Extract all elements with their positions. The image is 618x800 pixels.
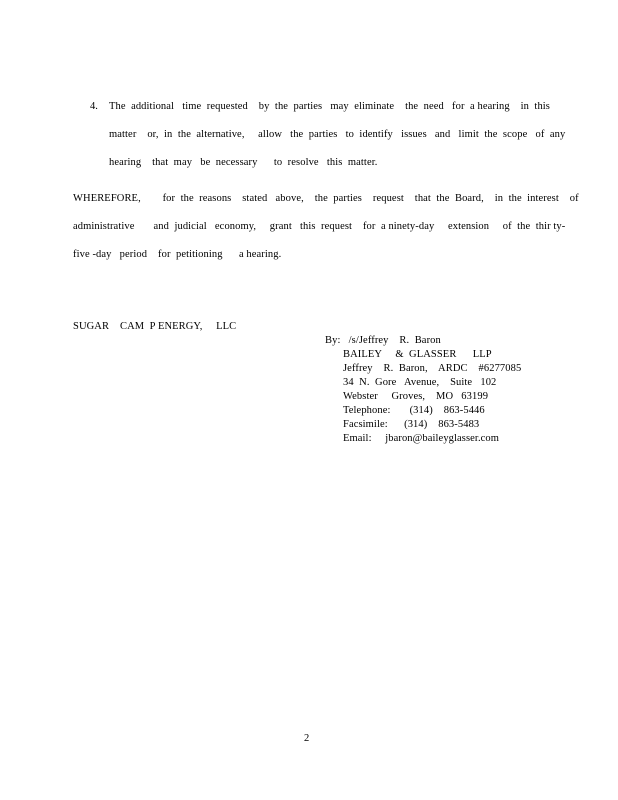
signature-by-line: By: /s/Jeffrey R. Baron bbox=[325, 335, 441, 346]
company-name: SUGAR CAM P ENERGY, LLC bbox=[73, 321, 237, 332]
signature-facsimile: Facsimile: (314) 863-5483 bbox=[343, 419, 480, 430]
paragraph-4-line-1: The additional time requested by the parties may eliminate the need for a hearing in this bbox=[109, 101, 550, 112]
signature-address-2: Webster Groves, MO 63199 bbox=[343, 391, 489, 402]
wherefore-line-1: WHEREFORE, for the reasons stated above, the parties request that the Board, in the interest of bbox=[73, 193, 579, 204]
wherefore-line-3: five -day period for petitioning a hearing. bbox=[73, 249, 282, 260]
signature-email: Email: jbaron@baileyglasser.com bbox=[343, 433, 500, 444]
signature-telephone: Telephone: (314) 863-5446 bbox=[343, 405, 485, 416]
signature-attorney: Jeffrey R. Baron, ARDC #6277085 bbox=[343, 363, 522, 374]
paragraph-4-line-3: hearing that may be necessary to resolve this matter. bbox=[109, 157, 378, 168]
signature-address-1: 34 N. Gore Avenue, Suite 102 bbox=[343, 377, 497, 388]
page-number: 2 bbox=[304, 733, 310, 744]
signature-firm: BAILEY & GLASSER LLP bbox=[343, 349, 492, 360]
wherefore-line-2: administrative and judicial economy, grant this request for a ninety-day extension of the thir ty- bbox=[73, 221, 566, 232]
paragraph-4-line-2: matter or, in the alternative, allow the parties to identify issues and limit the scope of any bbox=[109, 129, 566, 140]
paragraph-number: 4. bbox=[90, 101, 98, 112]
